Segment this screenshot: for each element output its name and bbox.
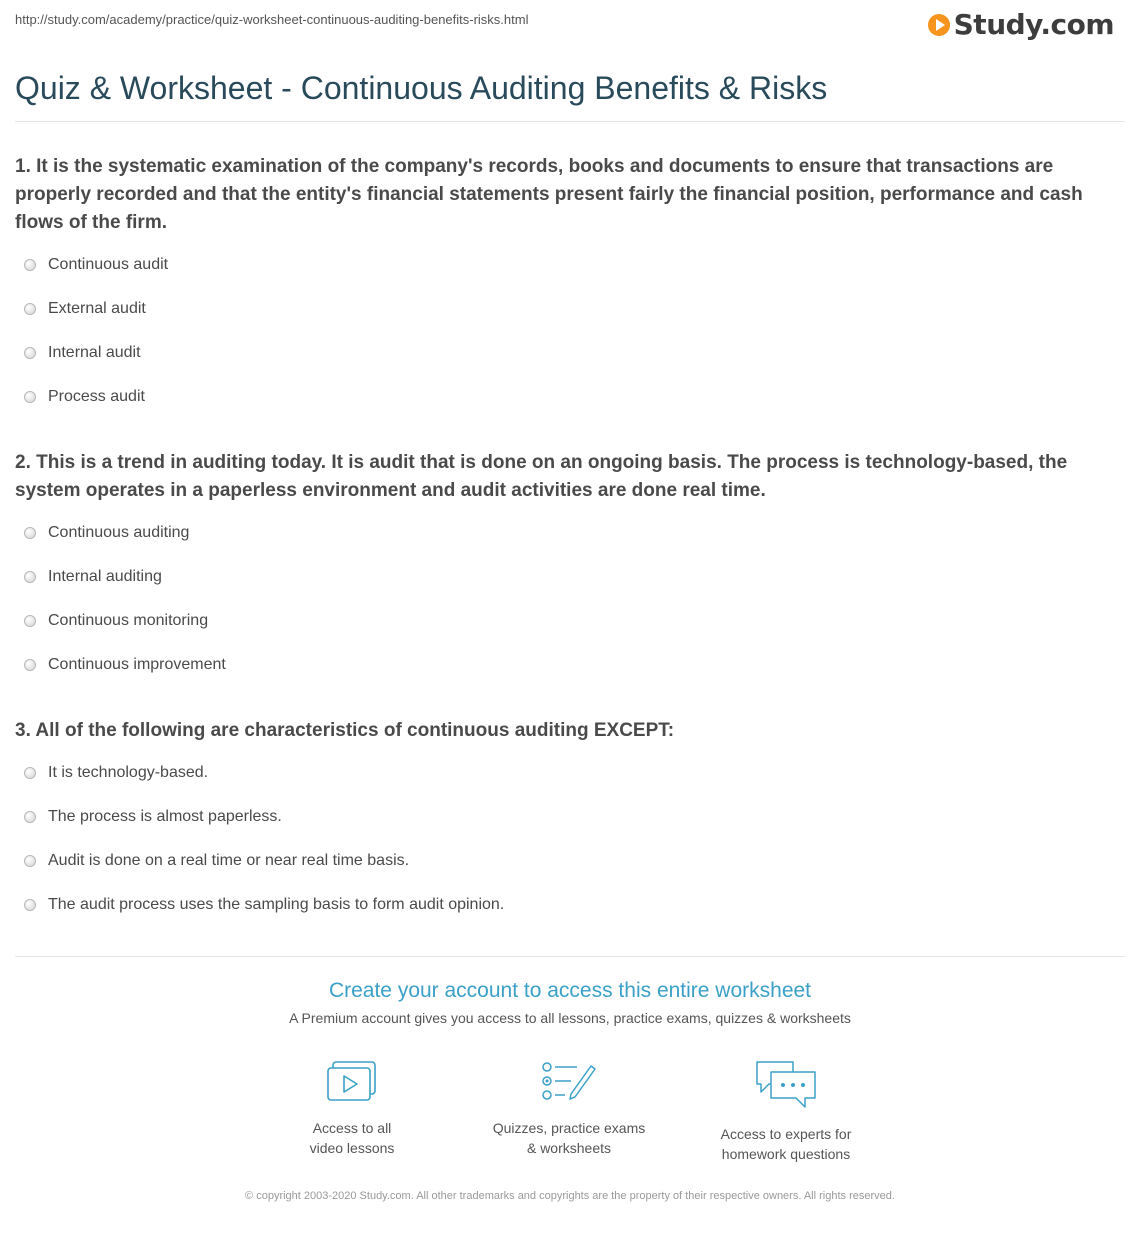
option-label: Continuous auditing <box>48 524 190 541</box>
feature-label-line2: video lessons <box>309 1140 395 1156</box>
radio-button[interactable] <box>24 527 36 539</box>
feature-label-line2: homework questions <box>721 1146 851 1162</box>
option-label: It is technology-based. <box>48 764 209 781</box>
q2-option-2[interactable] <box>24 568 162 586</box>
option-label: The process is almost paperless. <box>48 808 282 825</box>
q3-option-4[interactable] <box>24 896 504 914</box>
copyright-text: © copyright 2003-2020 Study.com. All other trademarks and copyrights are the property of their respective owners. All rights reserved. <box>245 1190 895 1202</box>
question-1-text: 1. It is the systematic examination of the company's records, books and documents to ensure that transactions are properly recorded and that the entity's financial statements present fairly the financial position, performance and cash flows of the firm. <box>15 156 1083 233</box>
quiz-checklist-icon <box>541 1060 597 1104</box>
radio-button[interactable] <box>24 659 36 671</box>
q1-option-3[interactable] <box>24 344 141 362</box>
radio-button[interactable] <box>24 259 36 271</box>
logo-text: Study.com <box>953 8 1114 41</box>
feature-label-line1: Quizzes, practice exams <box>492 1120 646 1136</box>
q1-option-2[interactable] <box>24 300 146 318</box>
question-2-text: 2. This is a trend in auditing today. It is audit that is done on an ongoing basis. The process is technology-based, the system operates in a paperless environment and audit activities are done real time. <box>15 452 1068 501</box>
radio-button[interactable] <box>24 811 36 823</box>
radio-button[interactable] <box>24 571 36 583</box>
feature-experts <box>686 1060 886 1164</box>
radio-button[interactable] <box>24 391 36 403</box>
q1-option-4[interactable] <box>24 388 145 406</box>
option-label: Process audit <box>48 388 145 405</box>
radio-button[interactable] <box>24 767 36 779</box>
q3-option-2[interactable] <box>24 808 282 826</box>
feature-label-line2: & worksheets <box>526 1140 612 1156</box>
radio-button[interactable] <box>24 347 36 359</box>
q2-option-1[interactable] <box>24 524 189 542</box>
option-label: Continuous audit <box>48 256 169 273</box>
radio-button[interactable] <box>24 899 36 911</box>
radio-button[interactable] <box>24 855 36 867</box>
q2-option-3[interactable] <box>24 612 208 630</box>
option-label: Internal audit <box>48 344 141 361</box>
feature-video-lessons <box>252 1060 452 1158</box>
option-label: The audit process uses the sampling basis to form audit opinion. <box>48 896 505 913</box>
expert-chat-icon <box>753 1060 819 1110</box>
title-divider <box>15 121 1125 122</box>
feature-label-line1: Access to all <box>312 1120 392 1136</box>
create-account-link[interactable]: Create your account to access this entire worksheet <box>328 979 812 1002</box>
study-logo[interactable] <box>928 8 1114 41</box>
page-url: http://study.com/academy/practice/quiz-worksheet-continuous-auditing-benefits-risks.html <box>15 12 529 27</box>
radio-button[interactable] <box>24 615 36 627</box>
cta-divider <box>15 956 1125 957</box>
q3-option-1[interactable] <box>24 764 208 782</box>
option-label: Continuous improvement <box>48 656 226 673</box>
radio-button[interactable] <box>24 303 36 315</box>
option-label: Continuous monitoring <box>48 612 209 629</box>
q1-option-1[interactable] <box>24 256 168 274</box>
q2-option-4[interactable] <box>24 656 226 674</box>
question-3-text: 3. All of the following are characteristics of continuous auditing EXCEPT: <box>15 720 675 741</box>
feature-label-line1: Access to experts for <box>720 1126 852 1142</box>
feature-quizzes <box>469 1060 669 1158</box>
video-lessons-icon <box>326 1060 378 1104</box>
play-icon <box>928 14 950 36</box>
option-label: Audit is done on a real time or near real time basis. <box>48 852 410 869</box>
page-title: Quiz & Worksheet - Continuous Auditing Benefits & Risks <box>15 70 828 106</box>
option-label: Internal auditing <box>48 568 162 585</box>
q3-option-3[interactable] <box>24 852 409 870</box>
option-label: External audit <box>48 300 146 317</box>
cta-subheading: A Premium account gives you access to all lessons, practice exams, quizzes & worksheets <box>289 1010 851 1026</box>
